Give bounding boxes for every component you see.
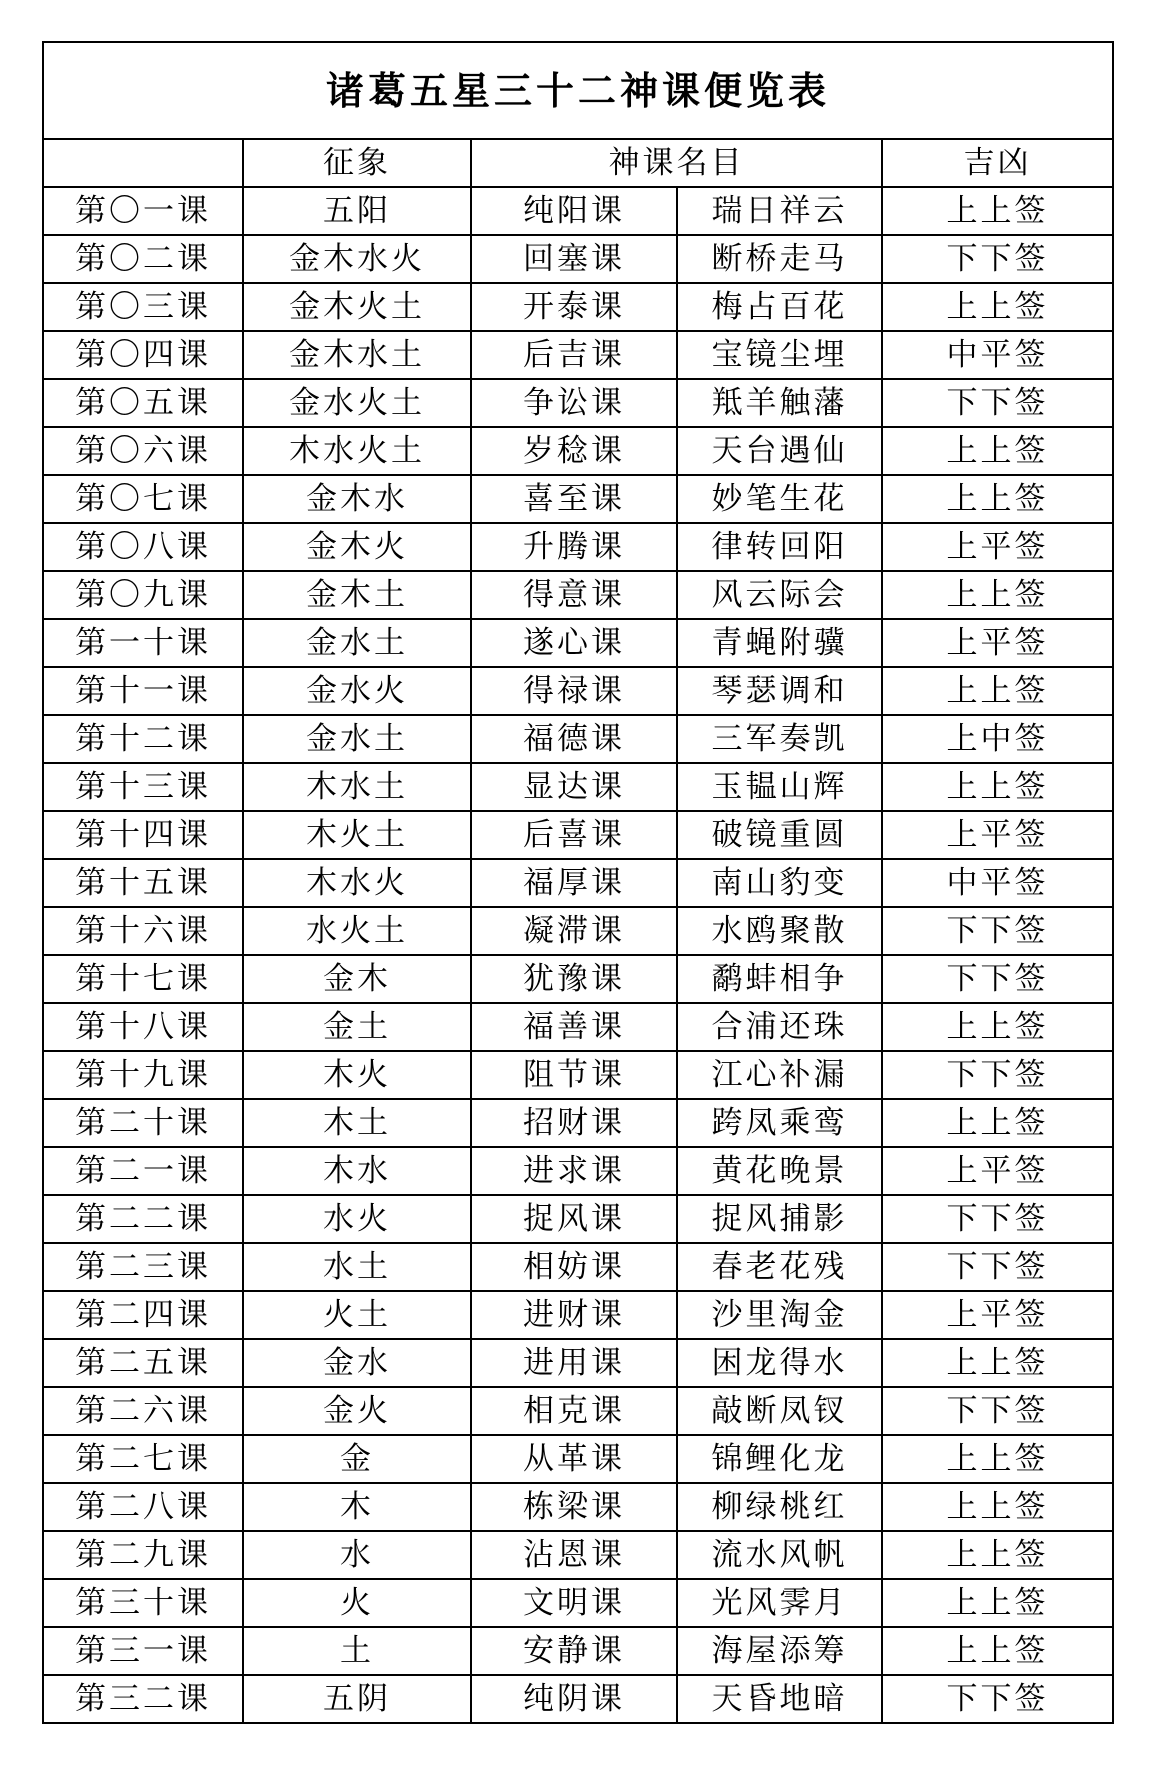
table-row: [43, 955, 1113, 1003]
table-body: [43, 187, 1113, 1723]
lesson-title-cell: 三军奏凯: [677, 715, 882, 763]
lesson-title-cell: 瑞日祥云: [677, 187, 882, 235]
header-row: [43, 139, 1113, 187]
lesson-name-cell: 阻节课: [471, 1051, 677, 1099]
table-row: [43, 475, 1113, 523]
zhengxiang-cell: 金木水火: [243, 235, 471, 283]
jixiong-cell: 中平签: [882, 331, 1113, 379]
lesson-name-cell: 栋梁课: [471, 1483, 677, 1531]
lesson-table-sheet: [42, 41, 1112, 1724]
table-row: [43, 1243, 1113, 1291]
lesson-number-cell: 第二三课: [43, 1243, 243, 1291]
jixiong-cell: 下下签: [882, 235, 1113, 283]
zhengxiang-cell: 木土: [243, 1099, 471, 1147]
zhengxiang-cell: 木水土: [243, 763, 471, 811]
lesson-number-cell: 第二七课: [43, 1435, 243, 1483]
jixiong-cell: 下下签: [882, 1195, 1113, 1243]
jixiong-cell: 上平签: [882, 1291, 1113, 1339]
header-zhengxiang: 征象: [243, 139, 471, 187]
jixiong-cell: 上上签: [882, 1099, 1113, 1147]
table-row: [43, 1147, 1113, 1195]
lesson-title-cell: 春老花残: [677, 1243, 882, 1291]
lesson-name-cell: 进用课: [471, 1339, 677, 1387]
lesson-name-cell: 进财课: [471, 1291, 677, 1339]
zhengxiang-cell: 木火: [243, 1051, 471, 1099]
table-row: [43, 235, 1113, 283]
jixiong-cell: 上上签: [882, 1003, 1113, 1051]
lesson-title-cell: 天台遇仙: [677, 427, 882, 475]
table-row: [43, 1483, 1113, 1531]
zhengxiang-cell: 金木水: [243, 475, 471, 523]
table-row: [43, 1099, 1113, 1147]
zhengxiang-cell: 木: [243, 1483, 471, 1531]
lesson-title-cell: 跨凤乘鸾: [677, 1099, 882, 1147]
lesson-name-cell: 纯阳课: [471, 187, 677, 235]
lesson-name-cell: 犹豫课: [471, 955, 677, 1003]
lesson-title-cell: 律转回阳: [677, 523, 882, 571]
jixiong-cell: 上上签: [882, 1435, 1113, 1483]
jixiong-cell: 下下签: [882, 907, 1113, 955]
lesson-number-cell: 第二一课: [43, 1147, 243, 1195]
lesson-title-cell: 黄花晚景: [677, 1147, 882, 1195]
zhengxiang-cell: 金水火: [243, 667, 471, 715]
zhengxiang-cell: 金水土: [243, 619, 471, 667]
table-title: 诸葛五星三十二神课便览表: [43, 42, 1113, 139]
zhengxiang-cell: 金木火土: [243, 283, 471, 331]
lesson-name-cell: 开泰课: [471, 283, 677, 331]
header-lesson-number: [43, 139, 243, 187]
lesson-number-cell: 第十三课: [43, 763, 243, 811]
table-row: [43, 1291, 1113, 1339]
lesson-title-cell: 琴瑟调和: [677, 667, 882, 715]
lesson-number-cell: 第三一课: [43, 1627, 243, 1675]
jixiong-cell: 中平签: [882, 859, 1113, 907]
jixiong-cell: 上上签: [882, 763, 1113, 811]
lesson-name-cell: 得禄课: [471, 667, 677, 715]
zhengxiang-cell: 金水: [243, 1339, 471, 1387]
zhengxiang-cell: 火土: [243, 1291, 471, 1339]
table-row: [43, 667, 1113, 715]
table-row: [43, 763, 1113, 811]
zhengxiang-cell: 木火土: [243, 811, 471, 859]
table-row: [43, 1051, 1113, 1099]
zhengxiang-cell: 水: [243, 1531, 471, 1579]
lesson-title-cell: 宝镜尘埋: [677, 331, 882, 379]
table-row: [43, 859, 1113, 907]
table-row: [43, 1579, 1113, 1627]
lesson-number-cell: 第十五课: [43, 859, 243, 907]
lesson-title-cell: 妙笔生花: [677, 475, 882, 523]
lesson-number-cell: 第十九课: [43, 1051, 243, 1099]
table-row: [43, 1675, 1113, 1723]
table-row: [43, 811, 1113, 859]
table-row: [43, 427, 1113, 475]
jixiong-cell: 上上签: [882, 427, 1113, 475]
jixiong-cell: 上上签: [882, 571, 1113, 619]
lesson-name-cell: 喜至课: [471, 475, 677, 523]
zhengxiang-cell: 金木火: [243, 523, 471, 571]
table-row: [43, 187, 1113, 235]
lesson-title-cell: 光风霁月: [677, 1579, 882, 1627]
lesson-number-cell: 第〇七课: [43, 475, 243, 523]
lesson-number-cell: 第二六课: [43, 1387, 243, 1435]
table-row: [43, 1627, 1113, 1675]
jixiong-cell: 上平签: [882, 619, 1113, 667]
jixiong-cell: 上平签: [882, 523, 1113, 571]
jixiong-cell: 上上签: [882, 1627, 1113, 1675]
lesson-title-cell: 敲断凤钗: [677, 1387, 882, 1435]
lesson-name-cell: 相妨课: [471, 1243, 677, 1291]
lesson-name-cell: 文明课: [471, 1579, 677, 1627]
lesson-name-cell: 争讼课: [471, 379, 677, 427]
jixiong-cell: 下下签: [882, 1243, 1113, 1291]
lesson-title-cell: 流水风帆: [677, 1531, 882, 1579]
zhengxiang-cell: 火: [243, 1579, 471, 1627]
lesson-name-cell: 福德课: [471, 715, 677, 763]
lesson-name-cell: 招财课: [471, 1099, 677, 1147]
lesson-name-cell: 升腾课: [471, 523, 677, 571]
lesson-title-cell: 困龙得水: [677, 1339, 882, 1387]
lesson-title-cell: 捉风捕影: [677, 1195, 882, 1243]
lesson-title-cell: 鹬蚌相争: [677, 955, 882, 1003]
lesson-number-cell: 第〇五课: [43, 379, 243, 427]
zhengxiang-cell: 金木水土: [243, 331, 471, 379]
lesson-title-cell: 风云际会: [677, 571, 882, 619]
table-row: [43, 907, 1113, 955]
lesson-title-cell: 天昏地暗: [677, 1675, 882, 1723]
zhengxiang-cell: 金水火土: [243, 379, 471, 427]
lesson-table: [42, 41, 1114, 1724]
zhengxiang-cell: 金木土: [243, 571, 471, 619]
lesson-number-cell: 第〇三课: [43, 283, 243, 331]
jixiong-cell: 上上签: [882, 667, 1113, 715]
jixiong-cell: 上平签: [882, 1147, 1113, 1195]
lesson-number-cell: 第十六课: [43, 907, 243, 955]
lesson-name-cell: 进求课: [471, 1147, 677, 1195]
lesson-title-cell: 玉韫山辉: [677, 763, 882, 811]
jixiong-cell: 上上签: [882, 1579, 1113, 1627]
lesson-name-cell: 回塞课: [471, 235, 677, 283]
lesson-title-cell: 破镜重圆: [677, 811, 882, 859]
lesson-name-cell: 相克课: [471, 1387, 677, 1435]
lesson-title-cell: 海屋添筹: [677, 1627, 882, 1675]
zhengxiang-cell: 金火: [243, 1387, 471, 1435]
lesson-name-cell: 显达课: [471, 763, 677, 811]
lesson-number-cell: 第〇九课: [43, 571, 243, 619]
lesson-number-cell: 第十一课: [43, 667, 243, 715]
lesson-number-cell: 第三二课: [43, 1675, 243, 1723]
zhengxiang-cell: 木水火土: [243, 427, 471, 475]
jixiong-cell: 上上签: [882, 475, 1113, 523]
zhengxiang-cell: 金土: [243, 1003, 471, 1051]
lesson-number-cell: 第〇四课: [43, 331, 243, 379]
zhengxiang-cell: 水土: [243, 1243, 471, 1291]
lesson-name-cell: 凝滞课: [471, 907, 677, 955]
lesson-name-cell: 后喜课: [471, 811, 677, 859]
lesson-title-cell: 断桥走马: [677, 235, 882, 283]
lesson-name-cell: 从革课: [471, 1435, 677, 1483]
lesson-name-cell: 安静课: [471, 1627, 677, 1675]
lesson-number-cell: 第二五课: [43, 1339, 243, 1387]
jixiong-cell: 上上签: [882, 283, 1113, 331]
lesson-name-cell: 沾恩课: [471, 1531, 677, 1579]
table-row: [43, 283, 1113, 331]
zhengxiang-cell: 水火土: [243, 907, 471, 955]
title-row: [43, 42, 1113, 139]
lesson-number-cell: 第一十课: [43, 619, 243, 667]
lesson-name-cell: 纯阴课: [471, 1675, 677, 1723]
lesson-title-cell: 沙里淘金: [677, 1291, 882, 1339]
lesson-title-cell: 水鸥聚散: [677, 907, 882, 955]
lesson-number-cell: 第二四课: [43, 1291, 243, 1339]
lesson-name-cell: 岁稔课: [471, 427, 677, 475]
jixiong-cell: 上上签: [882, 1339, 1113, 1387]
lesson-name-cell: 后吉课: [471, 331, 677, 379]
lesson-number-cell: 第〇六课: [43, 427, 243, 475]
table-row: [43, 571, 1113, 619]
table-row: [43, 1387, 1113, 1435]
jixiong-cell: 下下签: [882, 1387, 1113, 1435]
jixiong-cell: 上上签: [882, 187, 1113, 235]
lesson-number-cell: 第〇二课: [43, 235, 243, 283]
jixiong-cell: 上平签: [882, 811, 1113, 859]
jixiong-cell: 下下签: [882, 379, 1113, 427]
table-row: [43, 1531, 1113, 1579]
table-row: [43, 1003, 1113, 1051]
zhengxiang-cell: 金木: [243, 955, 471, 1003]
lesson-number-cell: 第十二课: [43, 715, 243, 763]
zhengxiang-cell: 五阴: [243, 1675, 471, 1723]
lesson-name-cell: 遂心课: [471, 619, 677, 667]
lesson-name-cell: 得意课: [471, 571, 677, 619]
zhengxiang-cell: 五阳: [243, 187, 471, 235]
lesson-number-cell: 第〇一课: [43, 187, 243, 235]
table-row: [43, 619, 1113, 667]
jixiong-cell: 上上签: [882, 1483, 1113, 1531]
jixiong-cell: 上中签: [882, 715, 1113, 763]
table-row: [43, 523, 1113, 571]
zhengxiang-cell: 水火: [243, 1195, 471, 1243]
lesson-number-cell: 第三十课: [43, 1579, 243, 1627]
zhengxiang-cell: 土: [243, 1627, 471, 1675]
lesson-name-cell: 捉风课: [471, 1195, 677, 1243]
lesson-number-cell: 第二十课: [43, 1099, 243, 1147]
table-row: [43, 1435, 1113, 1483]
lesson-number-cell: 第二二课: [43, 1195, 243, 1243]
table-row: [43, 379, 1113, 427]
jixiong-cell: 上上签: [882, 1531, 1113, 1579]
zhengxiang-cell: 金水土: [243, 715, 471, 763]
lesson-title-cell: 梅占百花: [677, 283, 882, 331]
lesson-title-cell: 青蝇附骥: [677, 619, 882, 667]
table-row: [43, 331, 1113, 379]
zhengxiang-cell: 金: [243, 1435, 471, 1483]
lesson-title-cell: 羝羊触藩: [677, 379, 882, 427]
jixiong-cell: 下下签: [882, 1051, 1113, 1099]
lesson-name-cell: 福善课: [471, 1003, 677, 1051]
header-shenke-mingmu: 神课名目: [471, 139, 882, 187]
zhengxiang-cell: 木水火: [243, 859, 471, 907]
lesson-title-cell: 南山豹变: [677, 859, 882, 907]
lesson-name-cell: 福厚课: [471, 859, 677, 907]
lesson-number-cell: 第十四课: [43, 811, 243, 859]
lesson-number-cell: 第十八课: [43, 1003, 243, 1051]
lesson-title-cell: 柳绿桃红: [677, 1483, 882, 1531]
lesson-number-cell: 第二九课: [43, 1531, 243, 1579]
jixiong-cell: 下下签: [882, 1675, 1113, 1723]
lesson-number-cell: 第十七课: [43, 955, 243, 1003]
lesson-title-cell: 合浦还珠: [677, 1003, 882, 1051]
table-row: [43, 715, 1113, 763]
lesson-title-cell: 锦鲤化龙: [677, 1435, 882, 1483]
table-row: [43, 1195, 1113, 1243]
lesson-number-cell: 第〇八课: [43, 523, 243, 571]
lesson-title-cell: 江心补漏: [677, 1051, 882, 1099]
table-row: [43, 1339, 1113, 1387]
jixiong-cell: 下下签: [882, 955, 1113, 1003]
zhengxiang-cell: 木水: [243, 1147, 471, 1195]
header-jixiong: 吉凶: [882, 139, 1113, 187]
lesson-number-cell: 第二八课: [43, 1483, 243, 1531]
